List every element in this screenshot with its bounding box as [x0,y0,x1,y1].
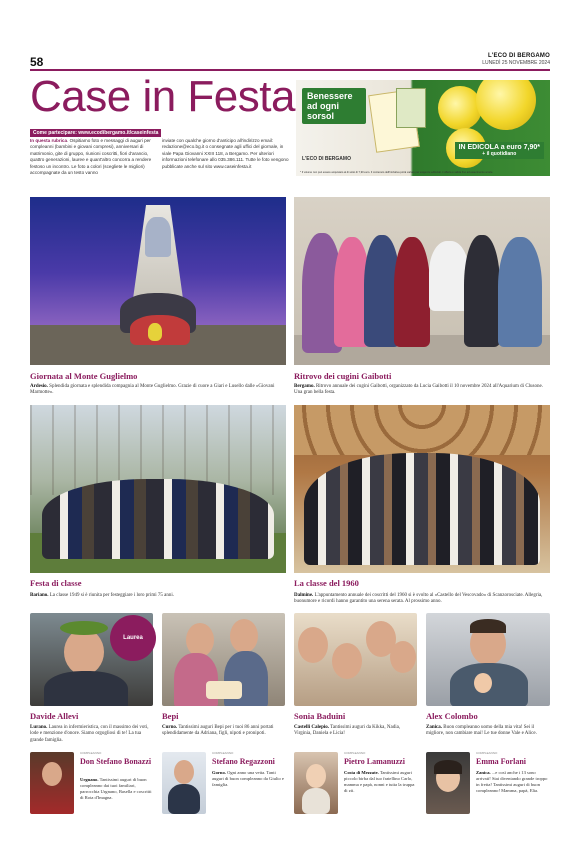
story-text [30,384,286,397]
greeting-body: Buon compleanno uomo della mia vita! Sei il migliore, non cambiare mai! Le tue donne Vale e Alice. [426,725,537,737]
top-rule [30,69,550,71]
intro-lead: In questa rubrica [30,138,68,143]
story-body: L'appuntamento annuale dei coscritti del 1960 si è svolto al «Castello del Vescovado» di Scanzorosciate. Allegria, buonumore e ricordi hanno garantito una serena serata. Al prossimo anno. [294,593,543,605]
greeting-place: Lurano. [30,725,48,730]
greeting-body: Ogni anno una vetta. Tanti auguri di buon compleanno da Giulio e famiglia. [212,770,284,787]
greeting-text [80,777,156,801]
story-body: La classe 1949 si è riunita per festeggiare i loro primi 75 anni. [48,593,175,598]
greeting-label: COMPLEANNO [476,751,498,755]
ad-price [455,142,544,159]
ad-price-text: IN EDICOLA a euro 7,90* [458,144,540,151]
story-title: Festa di classe [30,578,82,588]
greeting-place: Urgnano. [80,777,99,782]
intro-column-1 [30,138,158,176]
greeting-body: ...e così anche i 13 sono arrivati! Stai diventando grande troppo in fretta! Tantissimi auguri di buon compleanno! Mamma, papà, Elia. [476,770,548,793]
ad-price-note: + il quotidiano [482,151,517,157]
portrait-don-stefano [30,752,74,814]
photo-cugini-gaibotti [294,197,550,365]
story-text [294,593,550,606]
story-place: Bergamo. [294,384,315,389]
greeting-title: Stefano Regazzoni [212,757,275,766]
greeting-body: Tantissimi auguri piccolo birba dal tuo fratellino Carlo, mamma e papà, nonni e tutta la truppa di zii. [344,770,415,793]
portrait-stefano-regazzoni [162,752,206,814]
story-body: Ritrovo annuale dei cugini Gaibotti, organizzato da Lucia Gaibotti il 10 novembre 2024 all'Aquarium di Clusone. Una gran bella festa. [294,384,543,396]
ad-headline: Benessere ad ogni sorsol [302,88,366,124]
laurea-badge: Laurea [110,615,156,661]
photo-festa-di-classe [30,405,286,573]
story-title: Ritrovo dei cugini Gaibotti [294,371,392,381]
paper-name: L'ECO DI BERGAMO [488,53,550,59]
greeting-text [162,725,285,738]
story-text [294,384,550,397]
greeting-place: Costa di Mezzate. [344,770,379,775]
masthead [482,53,550,66]
portrait-alex-colombo [426,613,550,706]
greeting-body: Tantissimi auguri da Kikka, Nadia, Virginia, Daniela e Licia! [294,725,401,737]
greeting-title: Emma Forlani [476,757,526,766]
greeting-text [212,770,286,788]
greeting-place: Castelli Calepio. [294,725,329,730]
greeting-text [294,725,417,738]
story-text [30,593,286,599]
ad-fine-print: * Il volume non può essere acquistato al di sotto di 7,90 euro. Il contenuto dell'iniziativa potrà variare per esigenze editoriali. L'offerta è valida fino ad esaurimento scorte. [300,171,494,174]
page-number: 58 [30,55,44,69]
greeting-label: COMPLEANNO [344,751,366,755]
story-place: Bariano. [30,593,49,598]
story-body: Splendida giornata e splendida compagnia al Monte Guglielmo. Grazie di cuore a Giari e Lusello dalle «Giovani Marmotte». [30,384,275,396]
greeting-body: Tantissimi auguri di buon compleanno dai tuoi familiari, parrocchia Urgnano, Basella e coscritti di Rota d'Imagna. [80,777,152,800]
greeting-title: Pietro Lamanuzzi [344,757,405,766]
greeting-title: Don Stefano Bonazzi [80,757,152,766]
greeting-text [426,725,550,738]
advertisement[interactable] [296,80,550,176]
intro-column-2: inviate con qualche giorno d'anticipo all'indirizzo email: redazione@eco.bg.it o consegnate agli uffici del giornale, in viale Papa Giovanni XXIII 118, a Bergamo. Per ulteriori informazioni telefonare allo 035.386.111. Tutte le foto vengono pubblicate anche sul sito www.caseinfesta.it [162,138,289,169]
greeting-body: Tantissimi auguri Bepi per i tuoi 86 anni portati splendidamente da Adriana, figli, nipoti e pronipoti. [162,725,274,737]
ad-lemon-image [438,86,482,130]
photo-classe-1960 [294,405,550,573]
portrait-emma-forlani [426,752,470,814]
greeting-title: Bepi [162,711,179,721]
greeting-place: Gorno. [212,770,226,775]
greeting-text [344,770,418,794]
greeting-text [30,725,153,744]
portrait-pietro-lamanuzzi [294,752,338,814]
story-place: Dalmine. [294,593,314,598]
greeting-title: Sonia Baduini [294,711,346,721]
greeting-label: COMPLEANNO [212,751,234,755]
ad-logo: L'ECO DI BERGAMO [302,156,351,162]
greeting-label: COMPLEANNO [80,751,102,755]
story-place: Ardesio. [30,384,48,389]
photo-monte-guglielmo [30,197,286,365]
greeting-title: Davide Allevi [30,711,79,721]
intro-bar: Come partecipare: www.ecodibergamo.it/caseinfesta [30,129,161,137]
greeting-place: Zanica. [426,725,442,730]
intro-text-1: . Ospitiamo foto e messaggi di auguri per compleanni (bambini e giovani compresi), anniversari di matrimonio, gite di gruppo, riunioni coscritti, fiori d'arancio, quattro generazioni, lauree e quant'altro concorra a rendere festoso un incontro. Le foto a colori (scegliete le migliori) accompagnate da un testo vanno [30,138,152,176]
greeting-body: Laurea in infermieristica, con il massimo dei voti, lode e menzione d'onore. Siamo orgogliosi di te! La tua grande famiglia. [30,725,149,743]
greeting-title: Alex Colombo [426,711,478,721]
ad-lemon-image [476,80,536,130]
section-title: Case in Festa [30,72,295,121]
portrait-sonia-baduini [294,613,417,706]
greeting-place: Curno. [162,725,178,730]
story-title: Giornata al Monte Guglielmo [30,371,138,381]
greeting-place: Zanica. [476,770,491,775]
ad-book-image-2 [396,88,426,128]
greeting-text [476,770,550,794]
story-title: La classe del 1960 [294,578,359,588]
portrait-bepi [162,613,285,706]
issue-date: LUNEDÌ 25 NOVEMBRE 2024 [482,60,550,66]
